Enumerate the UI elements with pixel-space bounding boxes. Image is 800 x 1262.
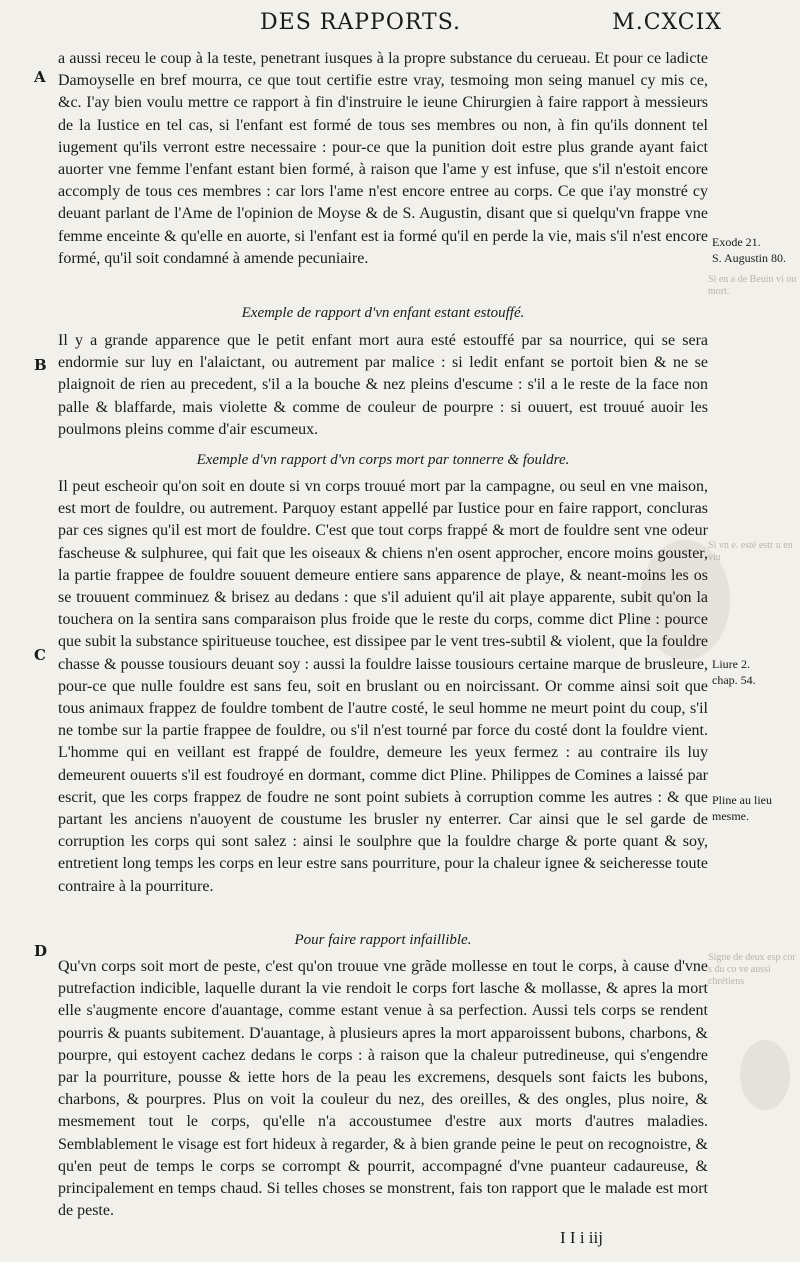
margin-note-chap: chap. 54. — [712, 673, 756, 687]
margin-note-pline: Pline au lieu — [712, 793, 772, 807]
margin-note-exode: Exode 21. — [712, 235, 761, 249]
heading-tonnerre-fouldre: Exemple d'vn rapport d'vn corps mort par tonnerre & fouldre. — [196, 452, 570, 468]
section-letter-c: C — [34, 646, 46, 664]
folio-number: M.CXCIX — [612, 10, 722, 35]
paper-stain — [740, 1040, 790, 1110]
margin-note-augustin: S. Augustin 80. — [712, 251, 787, 265]
margin-note-liure: Liure 2. — [712, 657, 750, 671]
paragraph-damoyselle: a aussi receu le coup à la teste, penetrant iusques à la propre substance du cerueau. Et pour ce ladicte Damoyselle en bref mourra, ce que tout certifie estre vray, tesmoing mon seing manuel cy mis ce, &c. I'ay bien voulu mettre ce rapport à fin d'instruire le ieune Chirurgien à faire rapport à messieurs de la Iustice en tel cas, si l'enfant est formé de tous ses membres ou non, à fin qu'ils donnent tel iugement qu'ils verront estre necessaire : pour-ce que la punition doit estre plus grande ayant faict auorter vne femme l'enfant estant bien formé, à raison que l'ame y est infuse, que s'il n'estoit encore accomply de tous ces membres : car lors l'ame n'est encore entree au corps. Ce que i'ay monstré cy deuant parlant de l'Ame de l'opinion de Moyse & de S. Augustin, disant que si quelqu'vn frappe vne femme enceinte & qu'elle en auorte, si l'enfant est ia formé qu'il en perde la vie, mais s'il n'est encore formé, qu'il soit condamné à amende pecuniaire. — [58, 50, 708, 267]
heading-rapport-infaillible: Pour faire rapport infaillible. — [294, 932, 472, 948]
bleed-through-note: Si vn e. esté estr u en viu — [708, 540, 793, 563]
running-header — [238, 10, 722, 40]
section-letter-b: B — [34, 356, 47, 374]
signature-mark: I I i iij — [560, 1228, 603, 1247]
paragraph-tonnerre-fouldre: Il peut escheoir qu'on soit en doute si vn corps trouué mort par la campagne, ou seul en vne maison, est mort de fouldre, ou autrement. Parquoy estant appellé par Iustice pour en faire rapport, concluras par ces signes qu'il est mort de fouldre. C'est que tout corps frappé & mort de fouldre sent vne odeur fascheuse & sulphuree, qui fait que les oiseaux & chiens n'en osent approcher, encore moins gouster, la partie frappee de fouldre souuent demeure entiere sans apparence de playe, & neant-moins les os se trouuent comminuez & brisez au dedans : que s'il aduient qu'il ait playe apparente, subit qu'on la touchera on la sentira sans comparaison plus froide que le reste du corps, comme dict Pline : pource que subit la substance spiritueuse touchee, est dissipee par le vent tres-subtil & violent, que la fouldre chasse & pousse tousiours deuant soy : aussi la fouldre laisse tousiours certaine marque de brusleure, pour-ce que nulle fouldre est sans feu, soit en bruslant ou en noircissant. Or comme ainsi soit que tous animaux frappez de fouldre tombent de l'autre costé, le seul homme ne meurt point du coup, s'il ne tombe sur la partie frappee de fouldre, ou s'il n'est tourné par force du costé dont la fouldre vient. L'homme qui en veillant est frappé de fouldre, demeure les yeux fermez : au contraire ils luy demeurent ouuerts s'il est foudroyé en dormant, comme dict Pline. Philippes de Comines a laissé par escrit, que les corps frappez de foudre ne sont point subiets à corruption comme les autres : & que partant les anciens n'auoyent de coustume les brusler ny enterrer. Car ainsi que le sel garde de corruption les corps qui sont salez : ainsi le soulphre que la fouldre charge & porte quant & soy, entretient long temps les corps en leur estre sans pourriture, pour la chaleur ignee & seicheresse toute contraire à la pourriture. — [58, 478, 708, 895]
paragraph-enfant-estouffe: Il y a grande apparence que le petit enfant mort aura esté estouffé par sa nourrice, qui se sera endormie sur luy en l'alaictant, ou autrement par malice : si ledit enfant se portoit bien & ne se plaignoit de rien au precedent, s'il a la bouche & nez pleins d'escume : s'il a le reste de la face non palle & blaffarde, mais violette & comme de couleur de pourpre : si ouuert, est trouué auoir les poulmons pleins comme d'air escumeux. — [58, 332, 708, 438]
heading-enfant-estouffe: Exemple de rapport d'vn enfant estant estouffé. — [241, 305, 525, 321]
bleed-through-note: Signe de deux esp cor s du co ve aussi chrétiens — [708, 952, 796, 987]
margin-note-mesme: mesme. — [712, 809, 749, 823]
paragraph-peste: Qu'vn corps soit mort de peste, c'est qu'on trouue vne grãde mollesse en tout le corps, à cause d'vne putrefaction indicible, laquelle durant la vie rendoit le corps fort lasche & mollasse, & apres la mort elle s'augmente encore d'auantage, comme estant venue à sa perfection. Aussi tels corps se rendent pourris & puants subitement. D'auantage, à plusieurs apres la mort apparoissent bubons, charbons, & pourpre, qui estoyent cachez dedans le corps : à raison que la chaleur putredineuse, qui s'engendre par la pourriture, pousse & iette hors de la peau les excremens, desquels sont faicts les bubons, charbons, & pourpres. Plus on voit la couleur du nez, des oreilles, & des ongles, plus noire, & mesmement tout le corps, qu'elle n'a accoustumee d'estre aux morts d'autres maladies. Semblablement le visage est fort hideux à regarder, & à bien grande peine le peut on recognoistre, & qu'en peut de temps le corps se corrompt & pourrit, accompagné d'vne puanteur cadaureuse, & principalement en temps chaud. Si telles choses se monstrent, fais ton rapport que le malade est mort de peste. — [58, 958, 708, 1220]
running-title: DES RAPPORTS. — [260, 10, 461, 35]
section-letter-d: D — [34, 942, 48, 960]
bleed-through-note: Si en a de Beuin vi ou mort. — [708, 274, 797, 297]
section-letter-a: A — [34, 68, 46, 86]
